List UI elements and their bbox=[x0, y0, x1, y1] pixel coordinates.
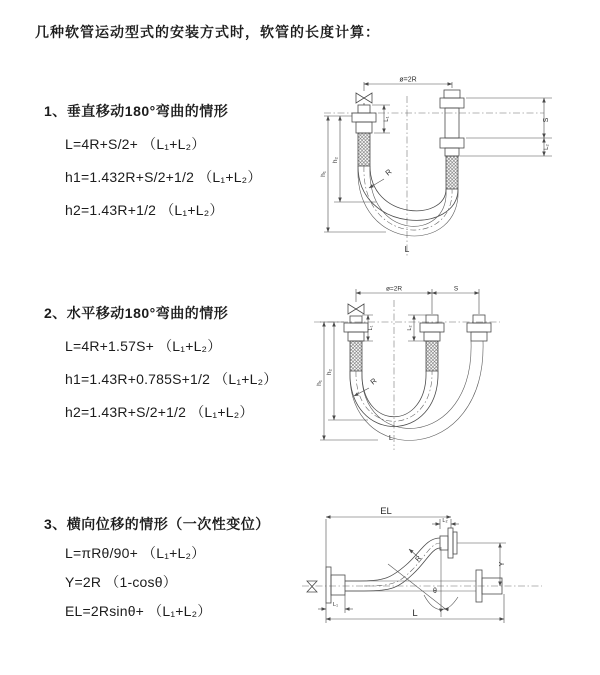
section-1-heading: 1、垂直移动180°弯曲的情形 bbox=[44, 103, 229, 119]
dimension-lines bbox=[318, 506, 506, 623]
dim-label-l1: L₁ bbox=[384, 116, 390, 122]
diagram-horizontal-180-bend bbox=[302, 280, 594, 463]
u-bend-hose bbox=[358, 166, 458, 236]
radius-label: R bbox=[414, 554, 423, 564]
dim-label-h1: h₁ bbox=[320, 171, 327, 177]
dim-label-s: S bbox=[453, 285, 459, 293]
angle-construction bbox=[388, 547, 458, 617]
radius-label: R bbox=[383, 167, 394, 178]
dim-label-l1: L₁ bbox=[368, 325, 374, 331]
dim-label-2r: ø=2R bbox=[399, 76, 417, 84]
left-hose-end bbox=[344, 304, 368, 371]
section-2-heading: 2、水平移动180°弯曲的情形 bbox=[44, 305, 229, 321]
dim-label-l2: L₂ bbox=[407, 325, 413, 331]
section-3-heading: 3、横向位移的情形（一次性变位） bbox=[44, 516, 270, 532]
formula-h2: h2=1.43R+S/2+1/2 （L₁+L₂） bbox=[65, 404, 254, 420]
length-label: L bbox=[412, 608, 418, 619]
dimension-lines bbox=[320, 77, 552, 255]
diagram-2-svg bbox=[302, 280, 594, 458]
right-hose-end bbox=[440, 90, 464, 189]
formula-l: L=πRθ/90+ （L₁+L₂） bbox=[65, 545, 206, 561]
section-horizontal-movement bbox=[44, 303, 278, 422]
moved-hose-end bbox=[467, 315, 491, 341]
section-vertical-movement bbox=[44, 101, 262, 220]
formula-h1: h1=1.43R+0.785S+1/2 （L₁+L₂） bbox=[65, 371, 278, 387]
y-label: Y bbox=[499, 561, 506, 567]
dim-label-h2: h₂ bbox=[326, 368, 333, 376]
u-bend-hose bbox=[350, 341, 483, 440]
radius-label: R bbox=[368, 376, 379, 387]
dim-label-s: S bbox=[543, 117, 550, 123]
centerlines bbox=[314, 300, 500, 450]
dim-label-l2: L₂ bbox=[442, 518, 448, 524]
length-label: L bbox=[404, 244, 410, 254]
diagram-3-svg bbox=[294, 497, 598, 649]
left-hose-end bbox=[352, 93, 376, 166]
theta-label: θ bbox=[433, 588, 437, 595]
formula-h1: h1=1.432R+S/2+1/2 （L₁+L₂） bbox=[65, 169, 262, 185]
section-lateral-displacement bbox=[44, 514, 270, 621]
dim-label-h2: h₂ bbox=[332, 156, 339, 164]
formula-y: Y=2R （1-cosθ） bbox=[65, 574, 177, 590]
dim-label-l2: L₂ bbox=[544, 144, 550, 150]
length-label: L bbox=[388, 433, 394, 442]
formula-l: L=4R+1.57S+ （L₁+L₂） bbox=[65, 338, 222, 354]
dim-label-h1: h₁ bbox=[316, 380, 323, 386]
middle-hose-end bbox=[420, 315, 444, 371]
dim-label-l1: L₁ bbox=[333, 602, 338, 608]
formula-el: EL=2Rsinθ+ （L₁+L₂） bbox=[65, 603, 212, 619]
diagram-vertical-180-bend bbox=[306, 74, 594, 265]
page-title: 几种软管运动型式的安装方式时，软管的长度计算： bbox=[35, 24, 380, 40]
diagram-1-svg bbox=[306, 74, 594, 260]
diagram-lateral-displacement bbox=[294, 497, 598, 654]
dimension-lines bbox=[316, 286, 479, 443]
left-hose-end bbox=[307, 567, 345, 603]
formula-l: L=4R+S/2+ （L₁+L₂） bbox=[65, 136, 206, 152]
el-label: EL bbox=[380, 506, 392, 517]
dim-label-2r: ø=2R bbox=[385, 285, 403, 293]
displaced-hose bbox=[345, 528, 457, 591]
formula-h2: h2=1.43R+1/2 （L₁+L₂） bbox=[65, 202, 224, 218]
